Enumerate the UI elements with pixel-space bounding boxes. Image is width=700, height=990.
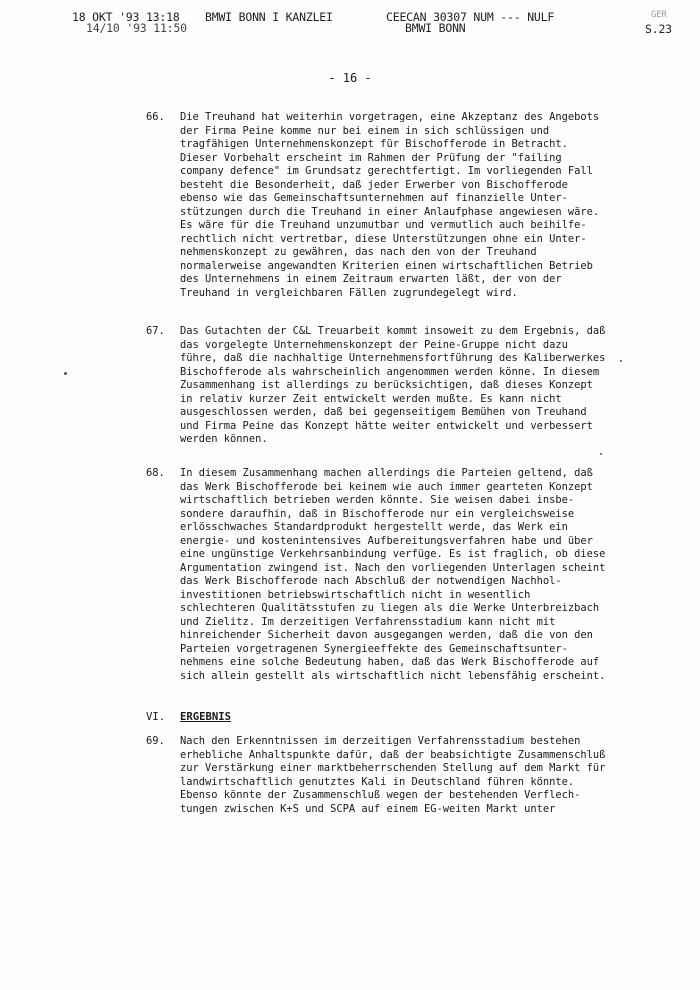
text-line: ebenso wie das Gemeinschaftsunternehmen auf finanzielle Unter- <box>180 192 568 204</box>
paragraph-number: 69. <box>146 735 165 747</box>
fax-header-recipient-2: BMWI BONN <box>405 21 466 35</box>
paragraph-67 <box>146 325 666 447</box>
text-line: Zusammenhang ist allerdings zu berücksichtigen, daß dieses Konzept <box>180 379 593 391</box>
paragraph-text <box>180 735 666 816</box>
text-line: Parteien vorgetragenen Synergieeffekte des Gemeinschaftsunter- <box>180 642 568 655</box>
text-line: sich allein gestellt als wirtschaftlich nicht lebensfähig erscheint. <box>180 669 606 682</box>
text-line: Treuhand in vergleichbaren Fällen zugrundegelegt wird. <box>180 286 518 299</box>
section-heading <box>146 711 231 723</box>
scan-speck <box>64 372 67 375</box>
text-line: Es wäre für die Treuhand unzumutbar und vermutlich auch beihilfe- <box>180 219 587 231</box>
text-line: und Zielitz. Im derzeitigen Verfahrensstadium kann nicht mit <box>180 615 556 628</box>
text-line: das vorgelegte Unternehmenskonzept der Peine-Gruppe nicht dazu <box>180 338 568 351</box>
text-line: tungen zwischen K+S und SCPA auf einem EG-weiten Markt unter <box>180 802 556 815</box>
text-line: erhebliche Anhaltspunkte dafür, daß der beabsichtigte Zusammenschluß <box>180 748 606 761</box>
text-line: stützungen durch die Treuhand in einer Anlaufphase angewiesen wäre. <box>180 205 600 218</box>
text-line: Das Gutachten der C&L Treuarbeit kommt insoweit zu dem Ergebnis, daß <box>180 325 606 337</box>
text-line: ausgeschlossen werden, daß bei gegenseitigem Bemühen von Treuhand <box>180 406 587 418</box>
paragraph-68 <box>146 467 666 683</box>
paragraph-number: 66. <box>146 111 165 123</box>
fax-header-recipient: CEECAN 30307 NUM --- NULF <box>386 10 555 24</box>
text-line: wirtschaftlich betrieben werden könnte. Sie weisen dabei insbe- <box>180 494 575 506</box>
text-line: zur Verstärkung einer marktbeherrschenden Stellung auf dem Markt für <box>180 762 606 774</box>
text-line: energie- und kostenintensives Aufbereitungsverfahren habe und über <box>180 534 593 547</box>
scan-speck <box>620 360 622 362</box>
text-line: werden können. <box>180 433 268 445</box>
text-line: Dieser Vorbehalt erscheint im Rahmen der Prüfung der "failing <box>180 151 562 164</box>
paragraph-number: 68. <box>146 467 165 479</box>
fax-header-page: S.23 <box>645 22 672 36</box>
text-line: in relativ kurzer Zeit entwickelt werden mußte. Es kann nicht <box>180 392 562 405</box>
text-line: rechtlich nicht vertretbar, diese Unterstützungen ohne ein Unter- <box>180 232 587 245</box>
fax-header-timestamp-2: 14/10 '93 11:50 <box>86 21 187 35</box>
text-line: das Werk Bischofferode bei keinem wie auch immer gearteten Konzept <box>180 480 593 493</box>
text-line: des Unternehmens in einem Zeitraum erwarten läßt, der von der <box>180 273 562 285</box>
text-line: nehmenskonzept zu gewähren, das nach den von der Treuhand <box>180 246 537 258</box>
paragraph-69 <box>146 735 666 816</box>
text-line: company defence" im Grundsatz gerechtfertigt. Im vorliegenden Fall <box>180 165 593 177</box>
text-line: normalerweise angewandten Kriterien einen wirtschaftlichen Betrieb <box>180 259 593 272</box>
paragraph-text <box>180 467 666 683</box>
page-number: - 16 - <box>328 71 372 85</box>
text-line: eine ungünstige Verkehrsanbindung verfüge. Es ist fraglich, ob diese <box>180 548 606 560</box>
section-title: ERGEBNIS <box>180 711 232 723</box>
text-line: Die Treuhand hat weiterhin vorgetragen, eine Akzeptanz des Angebots <box>180 111 600 123</box>
text-line: tragfähigen Unternehmenskonzept für Bischofferode in Betracht. <box>180 138 568 150</box>
fax-header-timestamp: 18 OKT '93 13:18 <box>72 10 180 24</box>
text-line: das Werk Bischofferode nach Abschluß der notwendigen Nachhol- <box>180 575 562 587</box>
text-line: In diesem Zusammenhang machen allerdings die Parteien geltend, daß <box>180 467 593 479</box>
text-line: der Firma Peine komme nur bei einem in sich schlüssigen und <box>180 124 550 137</box>
text-line: Argumentation zwingend ist. Nach den vorliegenden Unterlagen scheint <box>180 561 606 574</box>
paragraph-number: 67. <box>146 325 165 337</box>
text-line: Bischofferode als wahrscheinlich angenommen werden könne. In diesem <box>180 365 600 378</box>
text-line: schlechteren Qualitätsstufen zu liegen als die Werke Unterbreizbach <box>180 602 600 614</box>
text-line: und Firma Peine das Konzept hätte weiter entwickelt und verbessert <box>180 419 593 432</box>
paragraph-66 <box>146 111 666 300</box>
text-line: führe, daß die nachhaltige Unternehmensfortführung des Kaliberwerkes <box>180 352 606 364</box>
paragraph-text <box>180 325 666 447</box>
text-line: investitionen betriebswirtschaftlich nicht in wesentlich <box>180 588 531 601</box>
text-line: Nach den Erkenntnissen im derzeitigen Verfahrensstadium bestehen <box>180 735 581 747</box>
text-line: erlösschwaches Standardprodukt hergestellt werde, das Werk ein <box>180 521 568 533</box>
text-line: nehmens eine solche Bedeutung haben, daß das Werk Bischofferode auf <box>180 656 600 668</box>
scan-speck <box>600 453 602 455</box>
text-line: hinreichender Sicherheit davon ausgegangen werden, daß die von den <box>180 629 593 641</box>
fax-header-sender: BMWI BONN I KANZLEI <box>205 10 333 24</box>
fax-header-page-top: GER <box>651 10 667 20</box>
text-line: besteht die Besonderheit, daß jeder Erwerber von Bischofferode <box>180 178 568 191</box>
paragraph-text <box>180 111 666 300</box>
text-line: landwirtschaftlich genutztes Kali in Deutschland führen könnte. <box>180 775 575 788</box>
section-roman-numeral: VI. <box>146 711 166 723</box>
text-line: sondere daraufhin, daß in Bischofferode nur ein vergleichsweise <box>180 507 575 520</box>
text-line: Ebenso könnte der Zusammenschluß wegen der bestehenden Verflech- <box>180 789 581 801</box>
